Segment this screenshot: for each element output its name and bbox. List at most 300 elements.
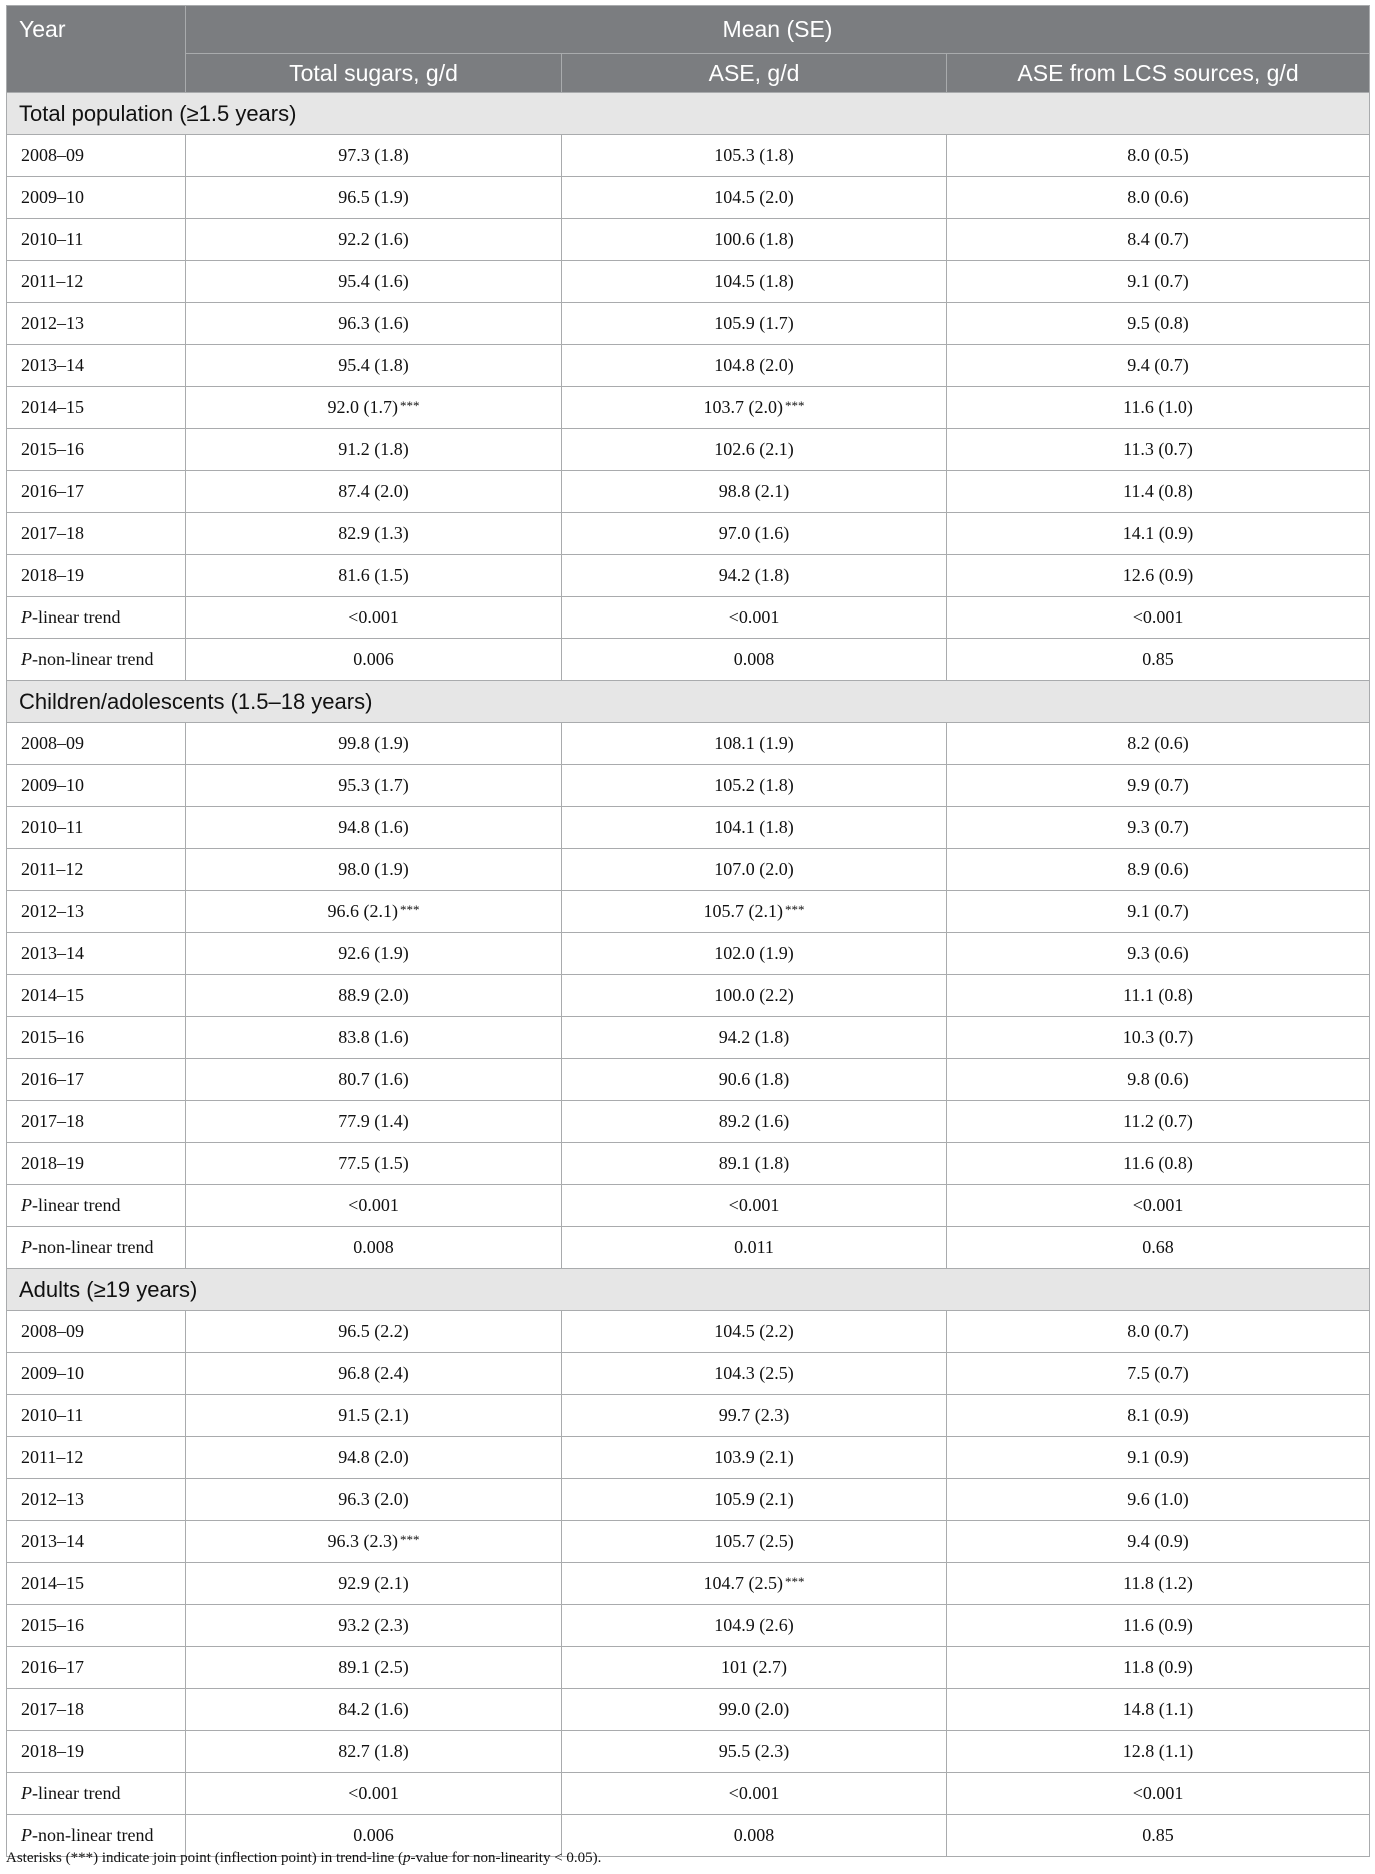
cell-value: 105.7 (2.1)	[703, 901, 783, 921]
ase-cell	[562, 597, 947, 639]
year-cell: 2009–10	[7, 765, 186, 807]
ase-cell	[562, 891, 947, 933]
ase-lcs-cell	[947, 933, 1370, 975]
ase-cell	[562, 765, 947, 807]
trend-row	[7, 1773, 1370, 1815]
ase-lcs-cell	[947, 429, 1370, 471]
cell-value: 103.9 (2.1)	[714, 1447, 794, 1467]
join-point-marker: ***	[785, 1574, 805, 1589]
ase-cell	[562, 303, 947, 345]
table-row	[7, 807, 1370, 849]
cell-value: 104.1 (1.8)	[714, 817, 794, 837]
ase-lcs-cell	[947, 1731, 1370, 1773]
cell-value: 14.1 (0.9)	[1122, 523, 1194, 543]
table-row	[7, 1689, 1370, 1731]
cell-value: 96.3 (1.6)	[338, 313, 409, 333]
total-sugars-cell	[186, 1143, 562, 1185]
ase-lcs-cell	[947, 975, 1370, 1017]
table-row	[7, 765, 1370, 807]
cell-value: 102.0 (1.9)	[714, 943, 794, 963]
section-header-row	[7, 681, 1370, 723]
table-row	[7, 429, 1370, 471]
ase-lcs-cell	[947, 1689, 1370, 1731]
table-row	[7, 723, 1370, 765]
ase-lcs-cell	[947, 1605, 1370, 1647]
trend-label-cell	[7, 639, 186, 681]
cell-value: 96.8 (2.4)	[338, 1363, 409, 1383]
year-cell: 2014–15	[7, 387, 186, 429]
ase-cell	[562, 1311, 947, 1353]
cell-value: <0.001	[1132, 607, 1184, 627]
trend-label-cell	[7, 1227, 186, 1269]
ase-lcs-cell	[947, 471, 1370, 513]
sugar-intake-table	[6, 5, 1370, 1857]
ase-cell	[562, 1689, 947, 1731]
year-cell: 2018–19	[7, 1731, 186, 1773]
ase-lcs-cell	[947, 1101, 1370, 1143]
cell-value: <0.001	[348, 1195, 399, 1215]
cell-value: 89.1 (1.8)	[718, 1153, 790, 1173]
cell-value: 98.0 (1.9)	[338, 859, 409, 879]
ase-header: ASE, g/d	[562, 54, 947, 93]
cell-value: 14.8 (1.1)	[1122, 1699, 1194, 1719]
p-symbol: P	[21, 1783, 32, 1803]
cell-value: 104.8 (2.0)	[714, 355, 794, 375]
cell-value: 108.1 (1.9)	[714, 733, 794, 753]
ase-lcs-cell	[947, 135, 1370, 177]
ase-cell	[562, 1395, 947, 1437]
cell-value: 100.6 (1.8)	[714, 229, 794, 249]
cell-value: 0.008	[733, 1825, 775, 1845]
cell-value: 8.0 (0.7)	[1127, 1321, 1189, 1341]
year-cell: 2017–18	[7, 1101, 186, 1143]
ase-cell	[562, 1731, 947, 1773]
year-cell: 2011–12	[7, 1437, 186, 1479]
ase-lcs-cell	[947, 1353, 1370, 1395]
table-row	[7, 513, 1370, 555]
ase-lcs-cell	[947, 177, 1370, 219]
cell-value: 90.6 (1.8)	[718, 1069, 790, 1089]
cell-value: 105.9 (1.7)	[714, 313, 794, 333]
table-row	[7, 1395, 1370, 1437]
table-row	[7, 1353, 1370, 1395]
cell-value: 96.6 (2.1)	[327, 901, 398, 921]
cell-value: 12.8 (1.1)	[1122, 1741, 1194, 1761]
year-cell: 2015–16	[7, 1017, 186, 1059]
ase-cell	[562, 219, 947, 261]
year-cell: 2011–12	[7, 261, 186, 303]
cell-value: 99.8 (1.9)	[338, 733, 409, 753]
ase-cell	[562, 471, 947, 513]
ase-lcs-cell	[947, 1395, 1370, 1437]
cell-value: 104.5 (2.0)	[714, 187, 794, 207]
total-sugars-cell	[186, 387, 562, 429]
trend-label: -linear trend	[32, 1195, 121, 1215]
p-symbol: P	[21, 607, 32, 627]
total-sugars-cell	[186, 1521, 562, 1563]
year-cell: 2013–14	[7, 1521, 186, 1563]
table-row	[7, 177, 1370, 219]
ase-cell	[562, 849, 947, 891]
cell-value: 0.85	[1142, 649, 1174, 669]
ase-lcs-cell	[947, 1311, 1370, 1353]
ase-cell	[562, 345, 947, 387]
total-sugars-cell	[186, 723, 562, 765]
total-sugars-cell	[186, 975, 562, 1017]
total-sugars-cell	[186, 471, 562, 513]
table-row	[7, 1563, 1370, 1605]
table-row	[7, 1017, 1370, 1059]
section-title: Children/adolescents (1.5–18 years)	[7, 681, 1370, 723]
ase-cell	[562, 555, 947, 597]
year-cell: 2010–11	[7, 1395, 186, 1437]
table-header	[7, 6, 1370, 93]
total-sugars-cell	[186, 1731, 562, 1773]
cell-value: 92.9 (2.1)	[338, 1573, 409, 1593]
cell-value: 97.3 (1.8)	[338, 145, 409, 165]
ase-cell	[562, 1815, 947, 1857]
ase-cell	[562, 1605, 947, 1647]
ase-cell	[562, 261, 947, 303]
cell-value: 9.1 (0.9)	[1127, 1447, 1189, 1467]
cell-value: 9.3 (0.7)	[1127, 817, 1189, 837]
cell-value: 11.3 (0.7)	[1123, 439, 1193, 459]
ase-cell	[562, 1521, 947, 1563]
join-point-marker: ***	[400, 1532, 420, 1547]
cell-value: 95.4 (1.8)	[338, 355, 409, 375]
table-row	[7, 1143, 1370, 1185]
year-cell: 2009–10	[7, 177, 186, 219]
ase-lcs-cell	[947, 1227, 1370, 1269]
cell-value: 0.008	[353, 1237, 394, 1257]
ase-cell	[562, 933, 947, 975]
ase-lcs-cell	[947, 1815, 1370, 1857]
total-sugars-cell	[186, 1773, 562, 1815]
cell-value: <0.001	[728, 607, 780, 627]
cell-value: 91.5 (2.1)	[338, 1405, 409, 1425]
table-row	[7, 555, 1370, 597]
cell-value: 104.7 (2.5)	[703, 1573, 783, 1593]
ase-cell	[562, 1185, 947, 1227]
year-cell: 2013–14	[7, 933, 186, 975]
ase-cell	[562, 387, 947, 429]
trend-label-cell	[7, 597, 186, 639]
cell-value: <0.001	[1132, 1195, 1184, 1215]
total-sugars-cell	[186, 1101, 562, 1143]
year-cell: 2015–16	[7, 1605, 186, 1647]
total-sugars-cell	[186, 1563, 562, 1605]
ase-cell	[562, 723, 947, 765]
table-row	[7, 1479, 1370, 1521]
trend-row	[7, 1227, 1370, 1269]
section-title: Adults (≥19 years)	[7, 1269, 1370, 1311]
total-sugars-cell	[186, 1395, 562, 1437]
cell-value: 8.9 (0.6)	[1127, 859, 1189, 879]
year-cell: 2016–17	[7, 471, 186, 513]
cell-value: <0.001	[348, 1783, 399, 1803]
p-symbol: P	[21, 649, 32, 669]
table-body	[7, 93, 1370, 1857]
table-row	[7, 387, 1370, 429]
cell-value: 0.008	[733, 649, 775, 669]
cell-value: 8.2 (0.6)	[1127, 733, 1189, 753]
table-row	[7, 471, 1370, 513]
cell-value: 105.9 (2.1)	[714, 1489, 794, 1509]
ase-lcs-cell	[947, 1647, 1370, 1689]
year-cell: 2016–17	[7, 1647, 186, 1689]
cell-value: 105.3 (1.8)	[714, 145, 794, 165]
join-point-marker: ***	[785, 902, 805, 917]
table-row	[7, 135, 1370, 177]
ase-lcs-cell	[947, 513, 1370, 555]
trend-label: -non-linear trend	[32, 649, 154, 669]
ase-cell	[562, 1101, 947, 1143]
cell-value: 104.5 (2.2)	[714, 1321, 794, 1341]
ase-cell	[562, 1353, 947, 1395]
ase-cell	[562, 1437, 947, 1479]
ase-lcs-cell	[947, 639, 1370, 681]
section-header-row	[7, 1269, 1370, 1311]
year-cell: 2008–09	[7, 723, 186, 765]
table-row	[7, 1521, 1370, 1563]
total-sugars-cell	[186, 219, 562, 261]
year-cell: 2010–11	[7, 219, 186, 261]
ase-cell	[562, 1143, 947, 1185]
year-cell: 2015–16	[7, 429, 186, 471]
cell-value: 93.2 (2.3)	[338, 1615, 409, 1635]
cell-value: 102.6 (2.1)	[714, 439, 794, 459]
ase-lcs-cell	[947, 849, 1370, 891]
table-row	[7, 1731, 1370, 1773]
cell-value: 8.4 (0.7)	[1127, 229, 1189, 249]
cell-value: 11.8 (0.9)	[1123, 1657, 1193, 1677]
total-sugars-cell	[186, 849, 562, 891]
join-point-marker: ***	[400, 902, 420, 917]
cell-value: 9.5 (0.8)	[1127, 313, 1189, 333]
cell-value: 84.2 (1.6)	[338, 1699, 409, 1719]
cell-value: 0.006	[353, 1825, 394, 1845]
table-row	[7, 1059, 1370, 1101]
year-cell: 2010–11	[7, 807, 186, 849]
ase-cell	[562, 639, 947, 681]
ase-cell	[562, 513, 947, 555]
cell-value: 0.68	[1142, 1237, 1174, 1257]
cell-value: 8.1 (0.9)	[1127, 1405, 1189, 1425]
cell-value: 94.8 (1.6)	[338, 817, 409, 837]
cell-value: 88.9 (2.0)	[338, 985, 409, 1005]
ase-cell	[562, 1773, 947, 1815]
ase-cell	[562, 1227, 947, 1269]
year-cell: 2012–13	[7, 1479, 186, 1521]
cell-value: 11.6 (0.8)	[1123, 1153, 1193, 1173]
cell-value: 0.85	[1142, 1825, 1174, 1845]
year-cell: 2008–09	[7, 1311, 186, 1353]
year-cell: 2012–13	[7, 303, 186, 345]
ase-lcs-cell	[947, 1437, 1370, 1479]
trend-row	[7, 639, 1370, 681]
data-table-container	[6, 5, 1369, 1857]
cell-value: 96.3 (2.3)	[327, 1531, 398, 1551]
total-sugars-cell	[186, 1353, 562, 1395]
ase-cell	[562, 1647, 947, 1689]
cell-value: 8.0 (0.6)	[1127, 187, 1189, 207]
ase-cell	[562, 177, 947, 219]
ase-lcs-cell	[947, 765, 1370, 807]
cell-value: 100.0 (2.2)	[714, 985, 794, 1005]
ase-lcs-cell	[947, 891, 1370, 933]
trend-label: -linear trend	[32, 1783, 121, 1803]
cell-value: 96.5 (1.9)	[338, 187, 409, 207]
table-row	[7, 1605, 1370, 1647]
year-cell: 2009–10	[7, 1353, 186, 1395]
cell-value: 83.8 (1.6)	[338, 1027, 409, 1047]
cell-value: 7.5 (0.7)	[1127, 1363, 1189, 1383]
total-sugars-cell	[186, 765, 562, 807]
total-sugars-cell	[186, 135, 562, 177]
section-title: Total population (≥1.5 years)	[7, 93, 1370, 135]
total-sugars-cell	[186, 933, 562, 975]
cell-value: 0.006	[353, 649, 394, 669]
footnote-text-start: Asterisks (***) indicate join point (inflection point) in trend-line (	[6, 1850, 403, 1866]
cell-value: 101 (2.7)	[721, 1657, 787, 1677]
ase-lcs-cell	[947, 303, 1370, 345]
year-cell: 2012–13	[7, 891, 186, 933]
cell-value: 9.8 (0.6)	[1127, 1069, 1189, 1089]
table-row	[7, 345, 1370, 387]
table-row	[7, 1311, 1370, 1353]
total-sugars-cell	[186, 639, 562, 681]
cell-value: 103.7 (2.0)	[703, 397, 783, 417]
cell-value: 104.3 (2.5)	[714, 1363, 794, 1383]
trend-label-cell	[7, 1773, 186, 1815]
ase-lcs-cell	[947, 1185, 1370, 1227]
total-sugars-cell	[186, 1479, 562, 1521]
cell-value: 10.3 (0.7)	[1122, 1027, 1194, 1047]
ase-lcs-cell	[947, 1773, 1370, 1815]
total-sugars-cell	[186, 807, 562, 849]
ase-lcs-cell	[947, 555, 1370, 597]
year-cell: 2017–18	[7, 513, 186, 555]
total-sugars-cell	[186, 1185, 562, 1227]
cell-value: 105.7 (2.5)	[714, 1531, 794, 1551]
cell-value: 11.2 (0.7)	[1123, 1111, 1193, 1131]
cell-value: 12.6 (0.9)	[1122, 565, 1194, 585]
trend-label: -non-linear trend	[32, 1825, 154, 1845]
total-sugars-cell	[186, 1059, 562, 1101]
cell-value: 89.2 (1.6)	[718, 1111, 790, 1131]
cell-value: <0.001	[1132, 1783, 1184, 1803]
p-symbol: P	[21, 1237, 32, 1257]
total-sugars-cell	[186, 1017, 562, 1059]
cell-value: 94.8 (2.0)	[338, 1447, 409, 1467]
cell-value: 81.6 (1.5)	[338, 565, 409, 585]
ase-lcs-header: ASE from LCS sources, g/d	[947, 54, 1370, 93]
total-sugars-cell	[186, 597, 562, 639]
cell-value: <0.001	[348, 607, 399, 627]
cell-value: 11.8 (1.2)	[1123, 1573, 1193, 1593]
ase-lcs-cell	[947, 1521, 1370, 1563]
year-cell: 2014–15	[7, 975, 186, 1017]
cell-value: 77.5 (1.5)	[338, 1153, 409, 1173]
year-cell: 2018–19	[7, 1143, 186, 1185]
table-row	[7, 1647, 1370, 1689]
cell-value: 9.4 (0.7)	[1127, 355, 1189, 375]
cell-value: 92.0 (1.7)	[327, 397, 398, 417]
mean-se-header: Mean (SE)	[186, 6, 1370, 54]
table-row	[7, 261, 1370, 303]
cell-value: <0.001	[728, 1195, 780, 1215]
cell-value: 91.2 (1.8)	[338, 439, 409, 459]
section-header-row	[7, 93, 1370, 135]
cell-value: 104.5 (1.8)	[714, 271, 794, 291]
cell-value: 11.6 (0.9)	[1123, 1615, 1193, 1635]
total-sugars-cell	[186, 555, 562, 597]
ase-lcs-cell	[947, 261, 1370, 303]
p-symbol: P	[21, 1825, 32, 1845]
cell-value: 11.4 (0.8)	[1123, 481, 1193, 501]
total-sugars-cell	[186, 303, 562, 345]
year-cell: 2008–09	[7, 135, 186, 177]
cell-value: 82.9 (1.3)	[338, 523, 409, 543]
cell-value: 94.2 (1.8)	[718, 565, 790, 585]
table-row	[7, 891, 1370, 933]
year-cell: 2014–15	[7, 1563, 186, 1605]
trend-row	[7, 1185, 1370, 1227]
cell-value: 87.4 (2.0)	[338, 481, 409, 501]
cell-value: 0.011	[734, 1237, 774, 1257]
total-sugars-cell	[186, 1311, 562, 1353]
cell-value: 96.5 (2.2)	[338, 1321, 409, 1341]
ase-lcs-cell	[947, 219, 1370, 261]
cell-value: 77.9 (1.4)	[338, 1111, 409, 1131]
ase-lcs-cell	[947, 387, 1370, 429]
cell-value: 80.7 (1.6)	[338, 1069, 409, 1089]
cell-value: 95.5 (2.3)	[718, 1741, 790, 1761]
ase-cell	[562, 429, 947, 471]
trend-label: -linear trend	[32, 607, 121, 627]
year-column-header: Year	[7, 6, 186, 93]
cell-value: 9.6 (1.0)	[1127, 1489, 1189, 1509]
join-point-marker: ***	[785, 398, 805, 413]
year-cell: 2018–19	[7, 555, 186, 597]
cell-value: 95.4 (1.6)	[338, 271, 409, 291]
total-sugars-cell	[186, 429, 562, 471]
ase-lcs-cell	[947, 1479, 1370, 1521]
p-symbol: P	[21, 1195, 32, 1215]
total-sugars-cell	[186, 891, 562, 933]
total-sugars-cell	[186, 177, 562, 219]
cell-value: 9.3 (0.6)	[1127, 943, 1189, 963]
ase-lcs-cell	[947, 597, 1370, 639]
ase-lcs-cell	[947, 807, 1370, 849]
year-cell: 2013–14	[7, 345, 186, 387]
cell-value: 99.0 (2.0)	[718, 1699, 790, 1719]
ase-lcs-cell	[947, 1059, 1370, 1101]
total-sugars-cell	[186, 1437, 562, 1479]
total-sugars-header: Total sugars, g/d	[186, 54, 562, 93]
trend-label: -non-linear trend	[32, 1237, 154, 1257]
cell-value: 98.8 (2.1)	[718, 481, 790, 501]
table-row	[7, 933, 1370, 975]
total-sugars-cell	[186, 1605, 562, 1647]
cell-value: <0.001	[728, 1783, 780, 1803]
total-sugars-cell	[186, 513, 562, 555]
cell-value: 104.9 (2.6)	[714, 1615, 794, 1635]
table-row	[7, 219, 1370, 261]
ase-cell	[562, 807, 947, 849]
cell-value: 89.1 (2.5)	[338, 1657, 409, 1677]
total-sugars-cell	[186, 1647, 562, 1689]
